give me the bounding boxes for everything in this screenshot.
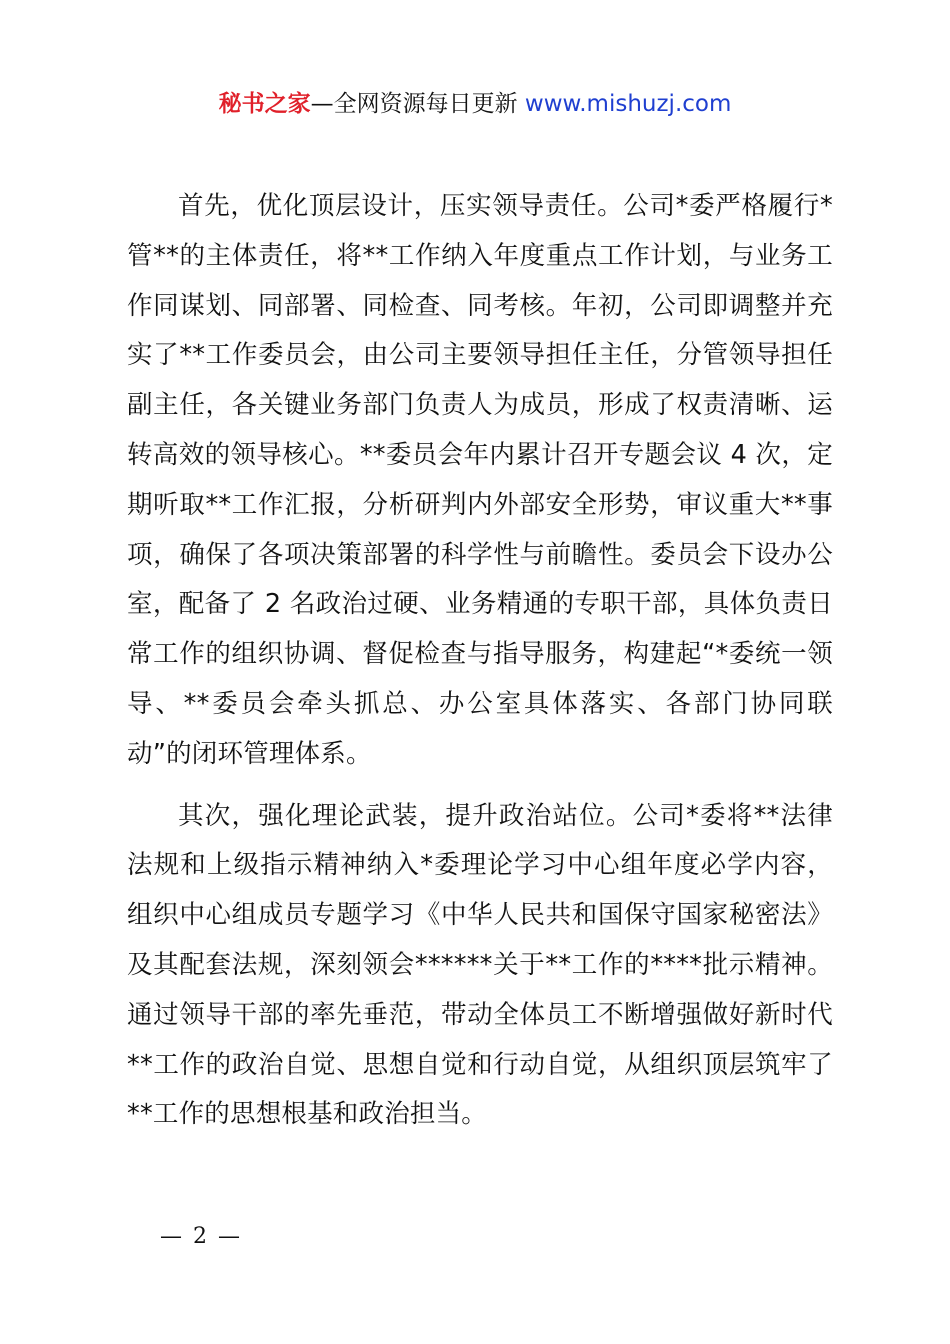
header-url-link[interactable]: www.mishuzj.com bbox=[524, 91, 732, 117]
page-number: — 2 — bbox=[160, 1224, 242, 1249]
header-brand: 秘书之家 bbox=[218, 91, 311, 117]
header-tagline: —全网资源每日更新 bbox=[310, 91, 525, 117]
document-body bbox=[127, 182, 833, 1140]
page-header bbox=[0, 86, 950, 122]
body-paragraph-1: 首先，优化顶层设计，压实领导责任。公司*委严格履行*管**的主体责任，将**工作纳入年度重点工作计划，与业务工作同谋划、同部署、同检查、同考核。年初，公司即调整并充实了**工作委员会，由公司主要领导担任主任，分管领导担任副主任，各关键业务部门负责人为成员，形成了权责清晰、运转高效的领导核心。**委员会年内累计召开专题会议 4 次，定期听取**工作汇报，分析研判内外部安全形势，审议重大**事项，确保了各项决策部署的科学性与前瞻性。委员会下设办公室，配备了 2 名政治过硬、业务精通的专职干部，具体负责日常工作的组织协调、督促检查与指导服务，构建起“*委统一领导、**委员会牵头抓总、办公室具体落实、各部门协同联动”的闭环管理体系。 bbox=[127, 191, 833, 769]
body-paragraph-2: 其次，强化理论武装，提升政治站位。公司*委将**法律法规和上级指示精神纳入*委理论学习中心组年度必学内容，组织中心组成员专题学习《中华人民共和国保守国家秘密法》及其配套法规，深刻领会******关于**工作的****批示精神。通过领导干部的率先垂范，带动全体员工不断增强做好新时代**工作的政治自觉、思想自觉和行动自觉，从组织顶层筑牢了**工作的思想根基和政治担当。 bbox=[127, 800, 833, 1130]
